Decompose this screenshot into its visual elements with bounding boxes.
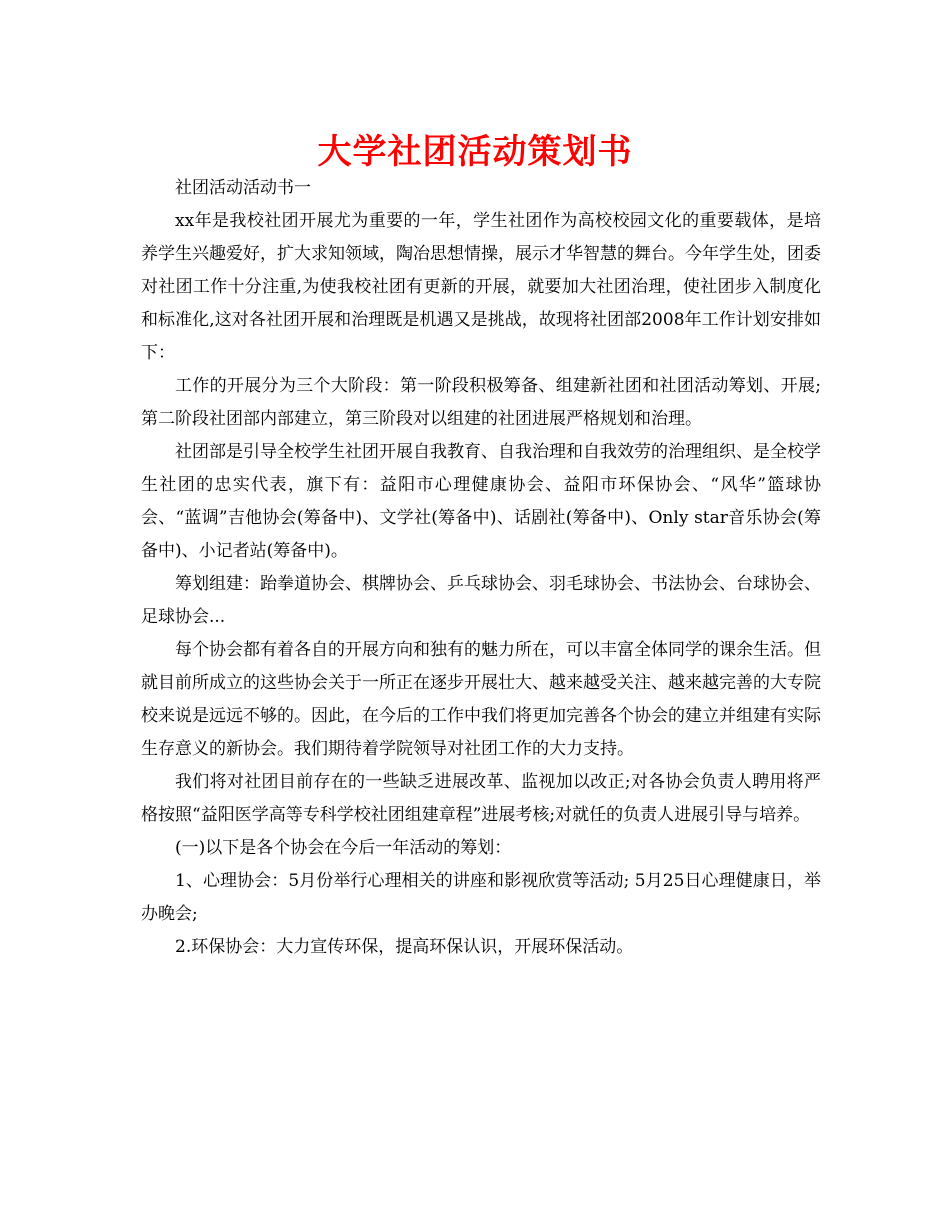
paragraph: (一)以下是各个协会在今后一年活动的筹划： [175, 838, 512, 858]
paragraph: 工作的开展分为三个大阶段：第一阶段积极筹备、组建新社团和社团活动筹划、开展;第二阶段社团部内部建立，第三阶段对以组建的社团进展严格规划和治理。 [141, 376, 821, 429]
paragraph: 2.环保协会：大力宣传环保，提高环保认识，开展环保活动。 [175, 937, 634, 957]
paragraph: 我们将对社团目前存在的一些缺乏进展改革、监视加以改正;对各协会负责人聘用将严格按照“益阳医学高等专科学校社团组建章程”进展考核;对就任的负责人进展引导与培养。 [141, 772, 821, 825]
paragraph: 1、心理协会：5月份举行心理相关的讲座和影视欣赏等活动; 5月25日心理健康日，举办晚会; [141, 871, 821, 924]
paragraph: 每个协会都有着各自的开展方向和独有的魅力所在，可以丰富全体同学的课余生活。但就目前所成立的这些协会关于一所正在逐步开展壮大、越来越受关注、越来越完善的大专院校来说是远远不够的。因此，在今后的工作中我们将更加完善各个协会的建立并组建有实际生存意义的新协会。我们期待着学院领导对社团工作的大力支持。 [141, 640, 821, 759]
paragraph: xx年是我校社团开展尤为重要的一年，学生社团作为高校校园文化的重要载体，是培养学生兴趣爱好，扩大求知领域，陶冶思想情操，展示才华智慧的舞台。今年学生处，团委对社团工作十分注重,为使我校社团有更新的开展，就要加大社团治理，使社团步入制度化和标准化,这对各社团开展和治理既是机遇又是挑战，故现将社团部2008年工作计划安排如下： [141, 211, 821, 363]
document-body [141, 172, 821, 964]
paragraph: 社团部是引导全校学生社团开展自我教育、自我治理和自我效劳的治理组织、是全校学生社团的忠实代表，旗下有：益阳市心理健康协会、益阳市环保协会、“风华”篮球协会、“蓝调”吉他协会(筹备中)、文学社(筹备中)、话剧社(筹备中)、Only star音乐协会(筹备中)、小记者站(筹备中)。 [141, 442, 821, 561]
paragraph: 社团活动活动书一 [175, 178, 311, 198]
document-title: 大学社团活动策划书 [317, 132, 633, 172]
paragraph: 筹划组建：跆拳道协会、棋牌协会、乒乓球协会、羽毛球协会、书法协会、台球协会、足球协会... [141, 574, 821, 627]
